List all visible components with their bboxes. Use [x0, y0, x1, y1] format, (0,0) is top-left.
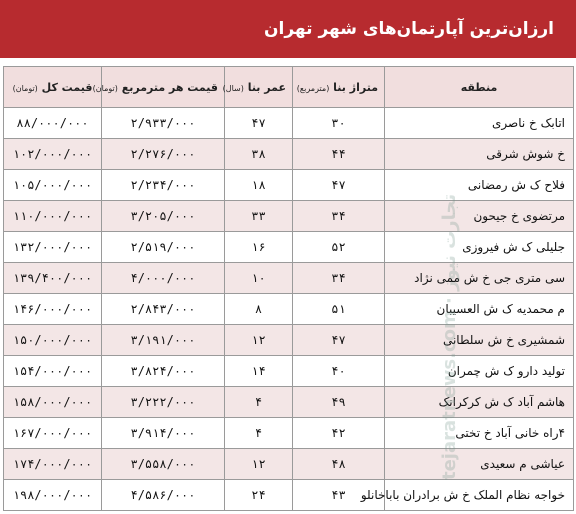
age-cell: ۲۴ — [225, 480, 293, 511]
size-cell: ۴۷ — [293, 325, 385, 356]
table-row — [4, 201, 574, 232]
price-per-m2-cell: ۲/۲۷۶/۰۰۰ — [102, 139, 225, 170]
total-price-cell: ۱۹۸/۰۰۰/۰۰۰ — [4, 480, 102, 511]
age-cell: ۱۸ — [225, 170, 293, 201]
table-row — [4, 139, 574, 170]
column-header-label: متراژ بنا — [333, 80, 378, 94]
size-cell: ۳۴ — [293, 201, 385, 232]
size-cell: ۳۰ — [293, 108, 385, 139]
apartment-price-table — [3, 66, 574, 511]
size-cell: ۴۹ — [293, 387, 385, 418]
size-cell: ۵۲ — [293, 232, 385, 263]
table-row — [4, 449, 574, 480]
age-cell: ۸ — [225, 294, 293, 325]
total-price-cell: ۱۱۰/۰۰۰/۰۰۰ — [4, 201, 102, 232]
age-cell: ۱۴ — [225, 356, 293, 387]
price-per-m2-cell: ۳/۹۱۴/۰۰۰ — [102, 418, 225, 449]
area-cell: اتابک خ ناصری — [385, 108, 574, 139]
area-cell: شمشیری خ ش سلطانی — [385, 325, 574, 356]
table-row — [4, 480, 574, 511]
area-cell: خ شوش شرقی — [385, 139, 574, 170]
column-header — [4, 67, 102, 108]
area-cell: تولید دارو ک ش چمران — [385, 356, 574, 387]
area-cell: خواجه نظام الملک خ ش برادران باباخانلو — [385, 480, 574, 511]
column-header — [385, 67, 574, 108]
size-cell: ۵۱ — [293, 294, 385, 325]
table-row — [4, 325, 574, 356]
price-per-m2-cell: ۳/۲۰۵/۰۰۰ — [102, 201, 225, 232]
size-cell: ۴۴ — [293, 139, 385, 170]
column-header-unit: (مترمربع) — [296, 83, 330, 93]
table-row — [4, 294, 574, 325]
column-header-label: قیمت هر مترمربع — [121, 80, 218, 94]
column-header-unit: (تومان) — [92, 83, 118, 93]
price-per-m2-cell: ۳/۵۵۸/۰۰۰ — [102, 449, 225, 480]
price-per-m2-cell: ۳/۸۲۴/۰۰۰ — [102, 356, 225, 387]
size-cell: ۴۸ — [293, 449, 385, 480]
price-per-m2-cell: ۲/۸۴۳/۰۰۰ — [102, 294, 225, 325]
table-row — [4, 170, 574, 201]
total-price-cell: ۱۶۷/۰۰۰/۰۰۰ — [4, 418, 102, 449]
total-price-cell: ۱۰۲/۰۰۰/۰۰۰ — [4, 139, 102, 170]
column-header — [222, 67, 293, 108]
table-header-row — [4, 67, 574, 108]
total-price-cell: ۱۷۴/۰۰۰/۰۰۰ — [4, 449, 102, 480]
price-per-m2-cell: ۳/۲۲۲/۰۰۰ — [102, 387, 225, 418]
total-price-cell: ۸۸/۰۰۰/۰۰۰ — [4, 108, 102, 139]
age-cell: ۴ — [225, 387, 293, 418]
price-per-m2-cell: ۴/۵۸۶/۰۰۰ — [102, 480, 225, 511]
price-per-m2-cell: ۳/۱۹۱/۰۰۰ — [102, 325, 225, 356]
area-cell: مرتضوی خ جیحون — [385, 201, 574, 232]
price-per-m2-cell: ۲/۵۱۹/۰۰۰ — [102, 232, 225, 263]
size-cell: ۴۰ — [293, 356, 385, 387]
column-header — [293, 67, 385, 108]
total-price-cell: ۱۵۰/۰۰۰/۰۰۰ — [4, 325, 102, 356]
column-header — [92, 67, 225, 108]
page-title: ارزان‌ترین آپارتمان‌های شهر تهران — [0, 0, 576, 58]
area-cell: فلاح ک ش رمضانی — [385, 170, 574, 201]
table-row — [4, 387, 574, 418]
age-cell: ۴ — [225, 418, 293, 449]
table-body — [4, 108, 574, 511]
table-row — [4, 263, 574, 294]
price-per-m2-cell: ۴/۰۰۰/۰۰۰ — [102, 263, 225, 294]
total-price-cell: ۱۵۸/۰۰۰/۰۰۰ — [4, 387, 102, 418]
total-price-cell: ۱۳۹/۴۰۰/۰۰۰ — [4, 263, 102, 294]
price-per-m2-cell: ۲/۹۳۳/۰۰۰ — [102, 108, 225, 139]
size-cell: ۴۲ — [293, 418, 385, 449]
size-cell: ۳۴ — [293, 263, 385, 294]
area-cell: م محمدیه ک ش العسیبان — [385, 294, 574, 325]
total-price-cell: ۱۳۲/۰۰۰/۰۰۰ — [4, 232, 102, 263]
area-cell: جلیلی ک ش فیروزی — [385, 232, 574, 263]
age-cell: ۱۶ — [225, 232, 293, 263]
total-price-cell: ۱۰۵/۰۰۰/۰۰۰ — [4, 170, 102, 201]
age-cell: ۱۰ — [225, 263, 293, 294]
column-header-label: منطقه — [460, 80, 498, 94]
column-header-label: قیمت کل — [41, 80, 93, 94]
column-header-unit: (سال) — [222, 83, 244, 93]
age-cell: ۴۷ — [225, 108, 293, 139]
table-row — [4, 356, 574, 387]
area-cell: ۴راه خانی آباد خ تختی — [385, 418, 574, 449]
column-header-unit: (تومان) — [12, 83, 38, 93]
size-cell: ۴۳ — [293, 480, 385, 511]
age-cell: ۱۲ — [225, 325, 293, 356]
total-price-cell: ۱۵۴/۰۰۰/۰۰۰ — [4, 356, 102, 387]
table-row — [4, 232, 574, 263]
area-cell: هاشم آباد ک ش کرکرانک — [385, 387, 574, 418]
age-cell: ۳۸ — [225, 139, 293, 170]
area-cell: سی متری جی خ ش ممی نژاد — [385, 263, 574, 294]
size-cell: ۴۷ — [293, 170, 385, 201]
price-per-m2-cell: ۲/۲۳۴/۰۰۰ — [102, 170, 225, 201]
table-row — [4, 418, 574, 449]
column-header-label: عمر بنا — [247, 80, 286, 94]
age-cell: ۱۲ — [225, 449, 293, 480]
table-row — [4, 108, 574, 139]
total-price-cell: ۱۴۶/۰۰۰/۰۰۰ — [4, 294, 102, 325]
watermark-text: tejaratnews.com · تجارت نیوز — [439, 193, 460, 480]
area-cell: عیاشی م سعیدی — [385, 449, 574, 480]
age-cell: ۳۳ — [225, 201, 293, 232]
